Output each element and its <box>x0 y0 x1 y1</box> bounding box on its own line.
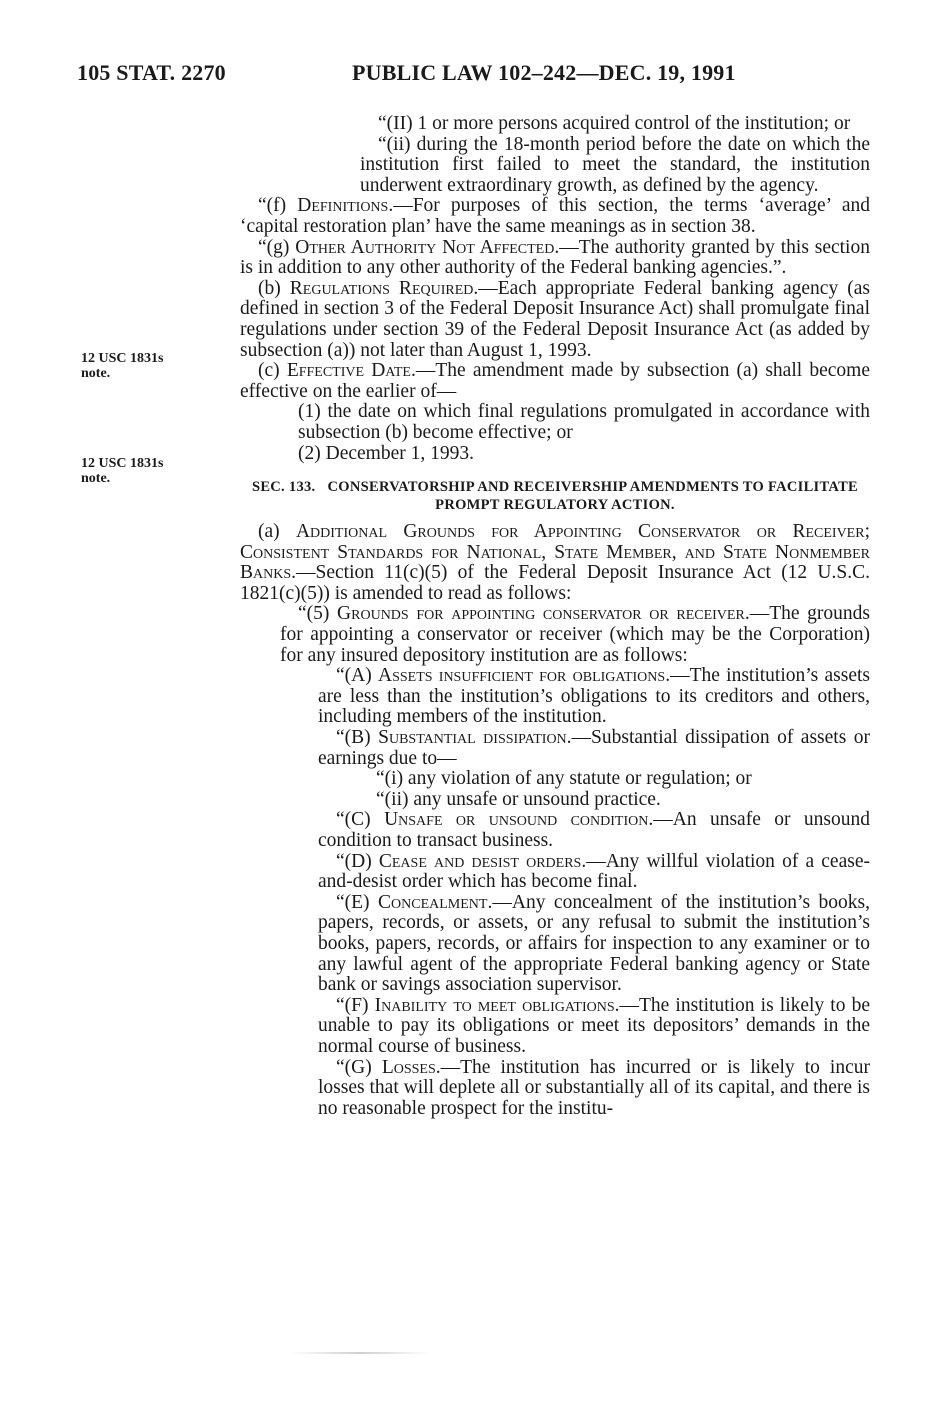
section-number: SEC. 133. <box>251 479 316 496</box>
paragraph-item-1: (1) the date on which final regulations promulgated in accordance with subsection (b) become effective; or <box>298 401 870 443</box>
ground-marker: “(E) <box>336 891 379 913</box>
paragraph-clause-II: “(II) 1 or more persons acquired control of the institution; or <box>378 113 851 134</box>
ground-A <box>240 666 870 728</box>
margin-note <box>81 351 163 381</box>
ground-heading: Unsafe or unsound condition <box>384 809 649 831</box>
ground-B-clause-i: “(i) any violation of any statute or regulation; or <box>376 768 752 790</box>
ground-F <box>240 996 870 1058</box>
ground-E <box>240 893 870 996</box>
section-heading <box>240 478 870 514</box>
subsection-marker: (b) <box>258 277 290 299</box>
paragraph-subsection-c <box>240 361 870 402</box>
ground-marker: “(A) <box>336 665 378 687</box>
margin-note-citation: 12 USC 1831s <box>81 456 164 471</box>
document-body <box>240 114 870 1119</box>
ground-heading: Concealment <box>378 891 488 913</box>
ground-text: .—The institution has incurred or is likely to incur losses that will deplete all or substantially all of its capital, and there is no reasonable prospect for the institu- <box>318 1056 870 1119</box>
paragraph-marker: “(5) <box>298 603 338 625</box>
margin-note-label: note. <box>81 471 111 486</box>
ground-heading: Assets insufficient for obligations <box>377 665 666 687</box>
subsection-text: .—For purposes of this section, the terms ‘average’ and ‘capital restoration plan’ have the same meanings as in section 38. <box>240 195 870 237</box>
subsection-heading: Effective Date <box>286 360 411 382</box>
paragraph-subsection-b <box>240 279 870 361</box>
subsection-marker: “(f) <box>258 195 298 217</box>
ground-B-clause-ii: “(ii) any unsafe or unsound practice. <box>376 788 661 810</box>
paragraph-clause-ii: “(ii) during the 18-month period before the date on which the institution first failed to meet the standard, the institution underwent extraordinary growth, as defined by the agency. <box>360 133 870 196</box>
ground-text: .—Any willful violation of a cease-and-desist order which has become final. <box>318 850 870 893</box>
subsection-text: .—Section 11(c)(5) of the Federal Deposit Insurance Act (12 U.S.C. 1821(c)(5)) is amended to read as follows: <box>240 562 870 604</box>
ground-heading: Substantial dissipation <box>378 727 567 749</box>
paragraph-5 <box>240 604 870 666</box>
ground-G <box>240 1058 870 1120</box>
subsection-heading: Additional Grounds for Appointing Conservator or Receiver; Consistent Standards for National, State Member, and State Nonmember Banks <box>240 521 870 584</box>
ground-text: .—Any concealment of the institution’s books, papers, records, or assets, or any refusal to submit the institution’s books, papers, records, or affairs for inspection to any examiner or to any lawful agent of the appropriate Federal banking agency or State bank or savings association supervisor. <box>318 891 870 996</box>
subsection-text: .—The authority granted by this section is in addition to any other authority of the Federal banking agencies.”. <box>240 236 870 279</box>
ground-marker: “(F) <box>336 994 375 1016</box>
paragraph-heading: Grounds for appointing conservator or receiver <box>337 603 745 625</box>
paragraph-text: .—The grounds for appointing a conservator or receiver (which may be the Corporation) for any insured depository institution are as follows: <box>280 603 870 666</box>
paragraph-item-2: (2) December 1, 1993. <box>298 442 474 464</box>
paragraph-subsection-a <box>240 522 870 604</box>
ground-heading: Inability to meet obligations <box>374 994 615 1016</box>
ground-marker: “(C) <box>336 809 385 831</box>
margin-note <box>81 456 163 486</box>
subsection-marker: (c) <box>258 360 287 382</box>
ground-marker: “(D) <box>336 850 379 872</box>
margin-note-label: note. <box>81 366 111 381</box>
section-title: CONSERVATORSHIP AND RECEIVERSHIP AMENDMENTS TO FACILITATE PROMPT REGULATORY ACTION. <box>327 479 859 514</box>
ground-heading: Losses <box>381 1056 436 1078</box>
subsection-heading: Definitions <box>297 195 389 217</box>
subsection-heading: Other Authority Not Affected <box>295 236 555 258</box>
ground-text: .—The institution’s assets are less than the institution’s obligations to its creditors and others, including members of the institution. <box>318 665 870 728</box>
paragraph-subsection-g <box>240 238 870 279</box>
ground-C <box>240 810 870 851</box>
ground-heading: Cease and desist orders <box>378 850 582 872</box>
subsection-heading: Regulations Required <box>289 277 474 299</box>
ground-B <box>240 728 870 769</box>
page-number-header: 105 STAT. 2270 <box>77 60 226 85</box>
margin-note-citation: 12 USC 1831s <box>81 351 164 366</box>
ground-D <box>240 852 870 893</box>
subsection-text: .—Each appropriate Federal banking agency (as defined in section 3 of the Federal Deposit Insurance Act) shall promulgate final regulations under section 39 of the Federal Deposit Insurance Act (as added by subsection (a)) not later than August 1, 1993. <box>240 277 870 361</box>
subsection-marker: (a) <box>258 521 296 543</box>
ground-marker: “(G) <box>336 1056 382 1078</box>
paragraph-subsection-f <box>240 196 870 237</box>
subsection-text: .—The amendment made by subsection (a) shall become effective on the earlier of— <box>240 360 870 402</box>
ground-text: .—Substantial dissipation of assets or earnings due to— <box>318 727 870 769</box>
ground-text: .—An unsafe or unsound condition to transact business. <box>318 809 870 851</box>
scan-smudge <box>290 1352 430 1354</box>
running-title-header: PUBLIC LAW 102–242—DEC. 19, 1991 <box>352 60 736 85</box>
ground-text: .—The institution is likely to be unable to pay its obligations or meet its depositors’ demands in the normal course of business. <box>318 994 870 1057</box>
ground-marker: “(B) <box>336 727 379 749</box>
subsection-marker: “(g) <box>258 236 296 258</box>
